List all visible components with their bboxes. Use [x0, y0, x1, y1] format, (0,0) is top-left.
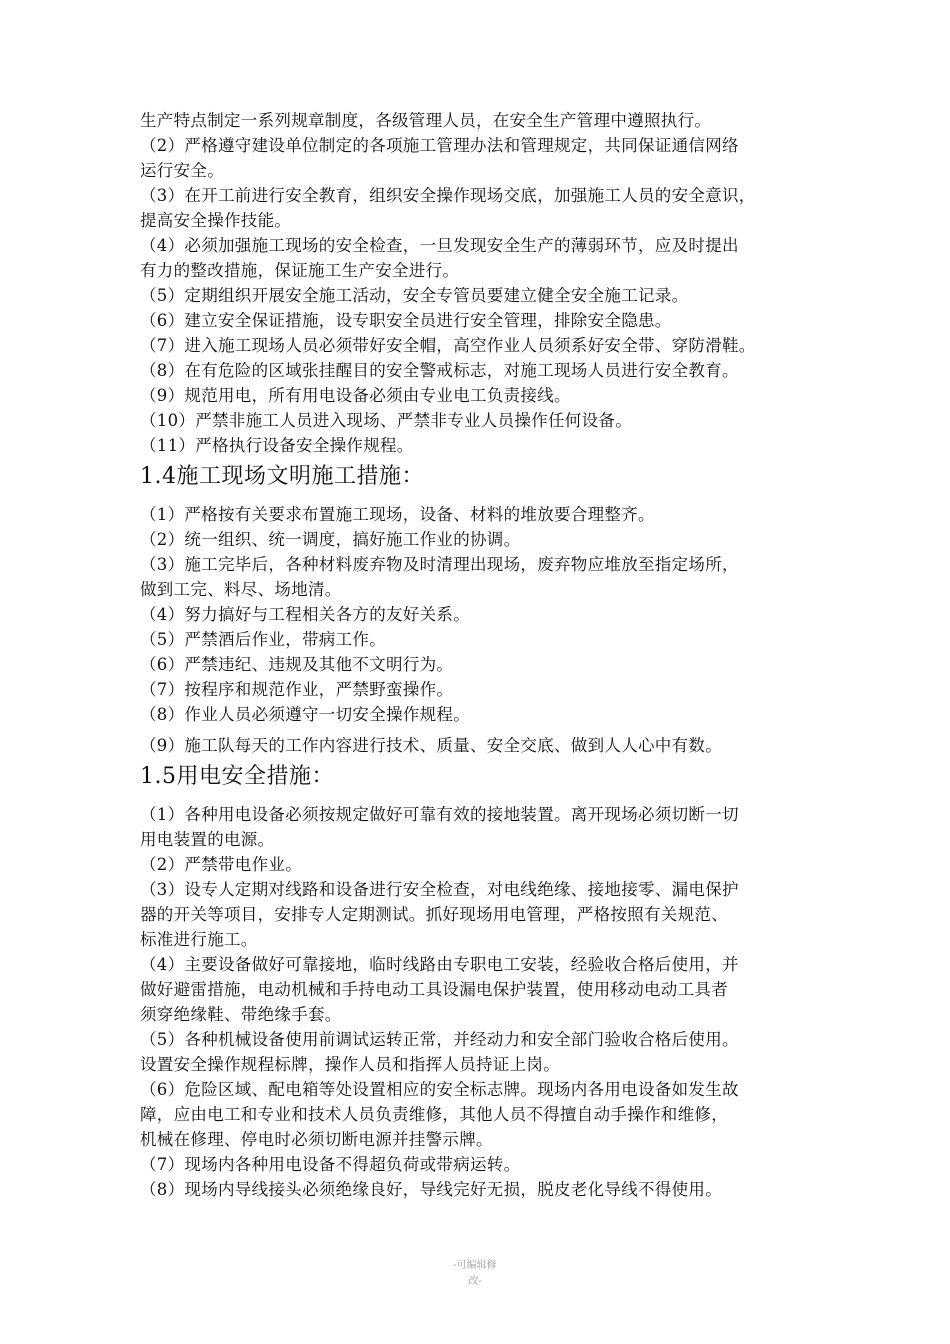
paragraph-line: （8）现场内导线接头必须绝缘良好，导线完好无损，脱皮老化导线不得使用。 [140, 1180, 722, 1199]
paragraph-line: 做好避雷措施，电动机械和手持电动工具设漏电保护装置，使用移动电动工具者 [140, 980, 728, 999]
paragraph-line: 用电装置的电源。 [140, 830, 275, 849]
footer-line: -可编辑修 [453, 1260, 497, 1271]
paragraph-line: 有力的整改措施，保证施工生产安全进行。 [140, 261, 460, 280]
paragraph-line: 须穿绝缘鞋、带绝缘手套。 [140, 1005, 342, 1024]
paragraph-line: 提高安全操作技能。 [140, 211, 292, 230]
paragraph-line: （9）施工队每天的工作内容进行技术、质量、安全交底、做到人人心中有数。 [140, 736, 722, 755]
paragraph-line: （5）各种机械设备使用前调试运转正常，并经动力和安全部门验收合格后使用。 [140, 1030, 739, 1049]
paragraph-line: （5）严禁酒后作业，带病工作。 [140, 630, 386, 649]
document-body [140, 108, 840, 1202]
paragraph-line: （7）按程序和规范作业，严禁野蛮操作。 [140, 680, 454, 699]
paragraph-line: （1）各种用电设备必须按规定做好可靠有效的接地装置。离开现场必须切断一切 [140, 805, 739, 824]
section-heading-civilized-construction: 1.4施工现场文明施工措施： [140, 464, 424, 489]
paragraph-line: （6）危险区域、配电箱等处设置相应的安全标志牌。现场内各用电设备如发生故 [140, 1080, 739, 1099]
paragraph-line: （9）规范用电，所有用电设备必须由专业电工负责接线。 [140, 386, 571, 405]
paragraph-line: 器的开关等项目，安排专人定期测试。抓好现场用电管理，严格按照有关规范、 [140, 905, 728, 924]
paragraph-line: （11）严格执行设备安全操作规程。 [140, 436, 414, 455]
paragraph-line: 机械在修理、停电时必须切断电源并挂警示牌。 [140, 1130, 493, 1149]
paragraph-line: （7）现场内各种用电设备不得超负荷或带病运转。 [140, 1155, 521, 1174]
paragraph-line: （8）在有危险的区域张挂醒目的安全警戒标志，对施工现场人员进行安全教育。 [140, 361, 739, 380]
paragraph-line: （10）严禁非施工人员进入现场、严禁非专业人员操作任何设备。 [140, 411, 632, 430]
paragraph-line: （8）作业人员必须遵守一切安全操作规程。 [140, 705, 470, 724]
paragraph-line: （4）努力搞好与工程相关各方的友好关系。 [140, 605, 470, 624]
paragraph-line: 生产特点制定一系列规章制度，各级管理人员，在安全生产管理中遵照执行。 [140, 111, 712, 130]
section-heading-electrical-safety: 1.5用电安全措施： [140, 764, 334, 789]
paragraph-line: （7）进入施工现场人员必须带好安全帽，高空作业人员须系好安全带、穿防滑鞋。 [140, 336, 756, 355]
paragraph-line: （4）必须加强施工现场的安全检查，一旦发现安全生产的薄弱环节，应及时提出 [140, 236, 739, 255]
paragraph-line: （6）建立安全保证措施，设专职安全员进行安全管理，排除安全隐患。 [140, 311, 672, 330]
paragraph-line: （5）定期组织开展安全施工活动，安全专管员要建立健全安全施工记录。 [140, 286, 689, 305]
civilized-construction-list [140, 502, 840, 758]
paragraph-line: （2）严禁带电作业。 [140, 855, 302, 874]
electrical-safety-list [140, 802, 840, 1202]
paragraph-line: （3）在开工前进行安全教育，组织安全操作现场交底，加强施工人员的安全意识， [140, 186, 756, 205]
paragraph-line: （4）主要设备做好可靠接地，临时线路由专职电工安装，经验收合格后使用，并 [140, 955, 739, 974]
paragraph-line: （1）严格按有关要求布置施工现场，设备、材料的堆放要合理整齐。 [140, 505, 655, 524]
page-footer [0, 1258, 950, 1290]
paragraph-line: （3）施工完毕后，各种材料废弃物及时清理出现场，废弃物应堆放至指定场所， [140, 555, 739, 574]
safety-measures-list [140, 108, 840, 458]
paragraph-line: （2）统一组织、统一调度，搞好施工作业的协调。 [140, 530, 521, 549]
paragraph-line: 运行安全。 [140, 161, 224, 180]
paragraph-line: 标准进行施工。 [140, 930, 258, 949]
footer-line: 改- [468, 1276, 482, 1287]
paragraph-line: 障，应由电工和专业和技术人员负责维修，其他人员不得擅自动手操作和维修， [140, 1105, 728, 1124]
paragraph-line: 做到工完、料尽、场地清。 [140, 580, 342, 599]
paragraph-line: 设置安全操作规程标牌，操作人员和指挥人员持证上岗。 [140, 1055, 560, 1074]
paragraph-line: （6）严禁违纪、违规及其他不文明行为。 [140, 655, 454, 674]
paragraph-line: （3）设专人定期对线路和设备进行安全检查，对电线绝缘、接地接零、漏电保护 [140, 880, 739, 899]
paragraph-line: （2）严格遵守建设单位制定的各项施工管理办法和管理规定，共同保证通信网络 [140, 136, 739, 155]
